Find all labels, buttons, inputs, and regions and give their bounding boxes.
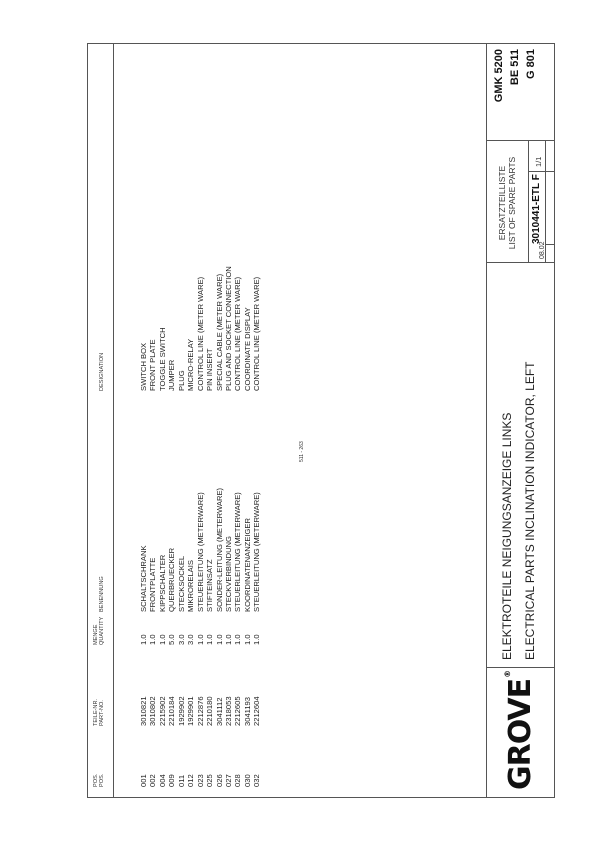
header-pos-de: POS. xyxy=(93,773,99,787)
list-label-english: LIST OF SPARE PARTS xyxy=(507,156,517,250)
row-part-number: 1929902 xyxy=(176,696,186,726)
table-row xyxy=(148,43,157,798)
row-part-number: 2212604 xyxy=(252,696,262,726)
row-designation: FRONT PLATE xyxy=(148,339,158,391)
row-quantity: 1.0 xyxy=(195,634,205,645)
row-quantity: 3.0 xyxy=(176,634,186,645)
row-designation: COORDINATE DISPLAY xyxy=(242,307,252,391)
table-row xyxy=(243,43,252,798)
table-row xyxy=(233,43,242,798)
table-row xyxy=(252,43,261,798)
title-vline-date xyxy=(545,244,555,245)
table-row xyxy=(224,43,233,798)
row-pos: 028 xyxy=(233,774,243,787)
logo-registered-mark: ® xyxy=(503,670,512,678)
parts-table xyxy=(139,43,262,798)
row-designation: CONTROL LINE (METER WARE) xyxy=(195,276,205,391)
row-quantity: 5.0 xyxy=(167,634,177,645)
row-pos: 032 xyxy=(252,774,262,787)
header-qty-de: MENGE xyxy=(93,624,99,645)
row-designation: PIN INSERT xyxy=(205,348,215,391)
row-part-number: 3010821 xyxy=(139,696,148,726)
header-name-en-text: DESIGNATION xyxy=(99,352,105,391)
row-name-german: KIPPSCHALTER xyxy=(157,554,167,612)
table-row xyxy=(167,43,176,798)
title-block xyxy=(486,43,555,798)
row-part-number: 2318053 xyxy=(223,696,233,726)
table-row xyxy=(215,43,224,798)
model-g: G 801 xyxy=(525,49,537,79)
row-pos: 030 xyxy=(242,774,252,787)
logo-text: GROVE xyxy=(503,678,538,790)
row-part-number: 3041193 xyxy=(242,697,252,726)
row-designation: CONTROL LINE (METER WARE) xyxy=(233,276,243,391)
header-name-de xyxy=(99,576,105,612)
row-name-german: STECKVERBINDUNG xyxy=(223,536,233,612)
row-quantity: 1.0 xyxy=(233,634,243,645)
header-pos xyxy=(93,774,106,787)
row-quantity: 1.0 xyxy=(157,634,167,645)
row-pos: 001 xyxy=(139,774,148,787)
row-designation: SWITCH BOX xyxy=(139,342,148,391)
row-designation: PLUG AND SOCKET CONNECTION xyxy=(223,266,233,391)
row-pos: 011 xyxy=(176,774,186,787)
row-designation: PLUG xyxy=(176,370,186,391)
title-divider-1 xyxy=(487,667,555,668)
list-label-german: ERSATZTEILLISTE xyxy=(497,165,507,241)
row-part-number: 3010802 xyxy=(148,696,158,726)
table-row xyxy=(186,43,195,798)
header-part xyxy=(93,699,106,726)
header-divider xyxy=(113,43,114,798)
table-row xyxy=(158,43,167,798)
row-part-number: 3041112 xyxy=(214,697,224,726)
row-pos: 027 xyxy=(223,774,233,787)
header-pos-en: POS. xyxy=(99,773,106,787)
document-date: 08.02 xyxy=(539,241,546,259)
row-name-german: STEUERLEITUNG (METERWARE) xyxy=(233,492,243,612)
table-row xyxy=(139,43,148,798)
row-name-german: SCHALTSCHRANK xyxy=(139,545,148,612)
row-pos: 025 xyxy=(205,774,215,787)
row-pos: 026 xyxy=(214,774,224,787)
row-designation: SPECIAL CABLE (METER WARE) xyxy=(214,273,224,391)
page-reference: 511 - 263 xyxy=(299,441,305,462)
row-part-number: 2215902 xyxy=(157,696,167,726)
grove-logo xyxy=(503,671,538,790)
row-name-german: FRONTPLATTE xyxy=(148,557,158,612)
row-quantity: 1.0 xyxy=(148,634,158,645)
title-vline-sheet xyxy=(528,171,555,172)
sheet-number: 1/1 xyxy=(534,156,543,167)
row-quantity: 1.0 xyxy=(252,634,262,645)
row-designation: TOGGLE SWITCH xyxy=(157,327,167,391)
model-be: BE 511 xyxy=(509,49,521,86)
title-hline-1 xyxy=(528,141,529,263)
header-name-de-text: BENENNUNG xyxy=(99,576,105,612)
row-pos: 023 xyxy=(195,774,205,787)
row-quantity: 3.0 xyxy=(186,634,196,645)
table-row xyxy=(177,43,186,798)
model-gmk: GMK 5200 xyxy=(493,49,505,103)
row-name-german: STEUERLEITUNG (METERWARE) xyxy=(195,492,205,612)
row-quantity: 1.0 xyxy=(214,634,224,645)
header-qty xyxy=(93,617,106,645)
header-part-en: PART-NO. xyxy=(99,700,106,726)
row-designation: JUMPER xyxy=(167,359,177,391)
row-pos: 002 xyxy=(148,774,158,787)
table-row xyxy=(205,43,214,798)
parts-list-sheet xyxy=(87,43,555,798)
title-english: ELECTRICAL PARTS INCLINATION INDICATOR, LEFT xyxy=(523,361,537,660)
title-german: ELEKTROTEILE NEIGUNGSANZEIGE LINKS xyxy=(500,412,514,660)
row-part-number: 2212876 xyxy=(195,696,205,726)
row-part-number: 2210184 xyxy=(167,696,177,726)
row-name-german: STEUERLEITUNG (METERWARE) xyxy=(252,492,262,612)
row-pos: 004 xyxy=(157,774,167,787)
row-quantity: 1.0 xyxy=(223,634,233,645)
row-quantity: 1.0 xyxy=(139,634,148,645)
row-quantity: 1.0 xyxy=(205,634,215,645)
row-name-german: MIKRORELAIS xyxy=(186,560,196,612)
row-pos: 012 xyxy=(186,774,196,787)
row-part-number: 2210180 xyxy=(205,696,215,726)
row-pos: 009 xyxy=(167,774,177,787)
row-part-number: 2212605 xyxy=(233,696,243,726)
row-name-german: SONDER-LEITUNG (METERWARE) xyxy=(214,487,224,612)
document-number: 3010441-ETL F xyxy=(531,174,542,244)
header-qty-en: QUANTITY xyxy=(99,616,106,645)
row-designation: MICRO-RELAY xyxy=(186,338,196,391)
row-name-german: QUERBRUECKER xyxy=(167,547,177,612)
row-name-german: STECKSOCKEL xyxy=(176,555,186,612)
row-part-number: 1929901 xyxy=(186,696,196,726)
header-part-de: TEILE-NR. xyxy=(93,698,99,726)
row-quantity: 1.0 xyxy=(242,634,252,645)
header-name-en xyxy=(99,353,105,391)
row-designation: CONTROL LINE (METER WARE) xyxy=(252,276,262,391)
table-row xyxy=(196,43,205,798)
row-name-german: KOORDINATENANZEIGER xyxy=(242,518,252,612)
row-name-german: STIFTEINSATZ xyxy=(205,559,215,612)
